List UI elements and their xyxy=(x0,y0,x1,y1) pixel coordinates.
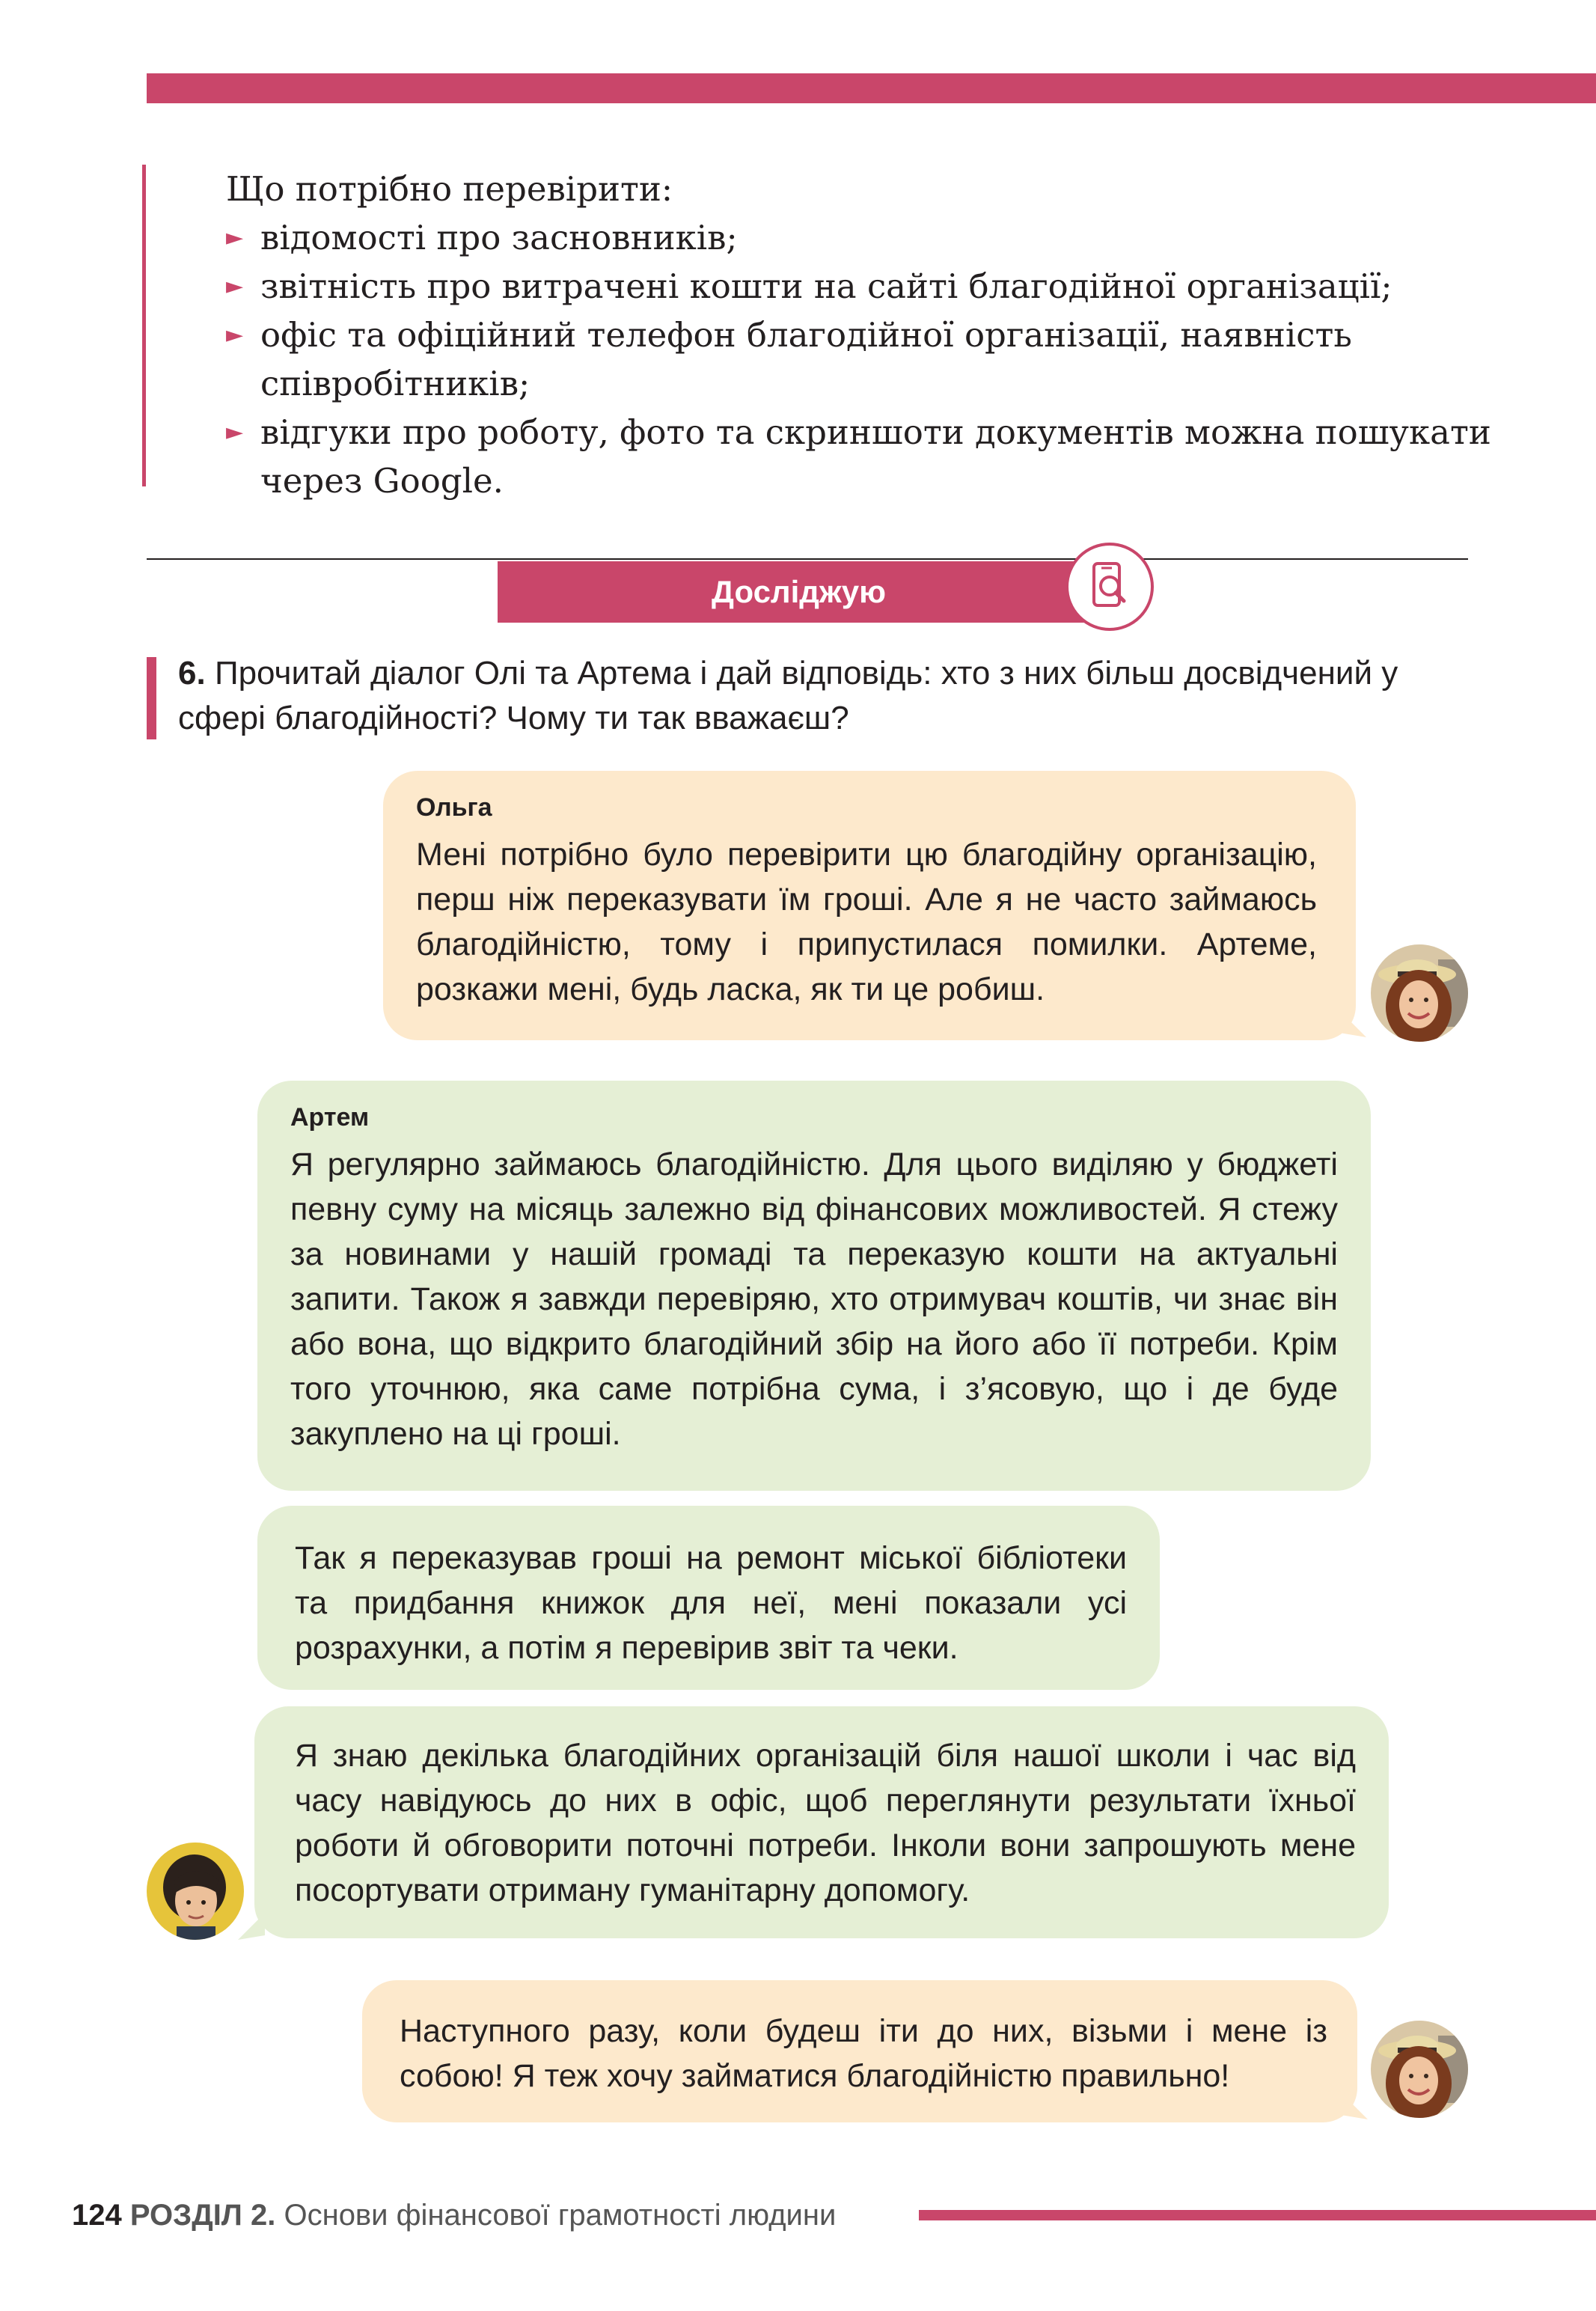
bubble-tail xyxy=(238,1913,265,1940)
message-text: Мені потрібно було перевірити цю благодійну організацію, перш ніж переказувати їм гроші. Але я не часто займаюсь благодійністю, тому і припустилася помилки. Артеме, розкажи мені, будь ласка, як ти це робиш. xyxy=(416,837,1317,1007)
speaker-olga: Ольга xyxy=(416,793,492,822)
checklist-list xyxy=(226,213,1498,505)
bubble-tail xyxy=(1339,1010,1366,1037)
checklist-title: Що потрібно перевірити: xyxy=(226,169,673,209)
task-number: 6. xyxy=(178,655,206,692)
bubble-tail xyxy=(1341,2092,1368,2119)
message-text: Так я переказував гроші на ремонт міської бібліотеки та придбання книжок для неї, мені показали усі розрахунки, а потім я перевірив звіт та чеки. xyxy=(295,1540,1127,1666)
chapter-title: Основи фінансової грамотності людини xyxy=(284,2199,837,2232)
top-accent-bar xyxy=(147,73,1596,103)
artem-message-2 xyxy=(257,1506,1160,1690)
checklist-block xyxy=(142,165,1504,501)
checklist-item: ► офіс та офіційний телефон благодійної організації, наявність співробітників; xyxy=(226,311,1498,408)
page-footer xyxy=(72,2196,836,2234)
section-banner xyxy=(498,561,1100,623)
olga-avatar xyxy=(1371,944,1468,1042)
page-number: 124 xyxy=(72,2199,122,2232)
task-rule xyxy=(147,657,156,739)
olga-avatar xyxy=(1371,2021,1468,2118)
phone-search-icon xyxy=(1065,543,1154,631)
artem-message-1 xyxy=(257,1081,1371,1491)
olga-message-1 xyxy=(383,771,1356,1040)
task-text xyxy=(178,651,1480,741)
speaker-artem: Артем xyxy=(290,1103,370,1132)
triangle-bullet-icon: ► xyxy=(226,225,244,251)
olga-message-2 xyxy=(362,1980,1357,2122)
triangle-bullet-icon: ► xyxy=(226,273,244,299)
message-text: Я регулярно займаюсь благодійністю. Для цього виділяю у бюджеті певну суму на місяць залежно від фінансових можливостей. Я стежу за новинами у нашій громаді та переказую кошти на актуальні запити. Також я завжди перевіряю, хто отримувач коштів, чи знає він або вона, що відкрито благодійний збір на його або її потреби. Крім того уточнюю, яка саме потрібна сума, і з’ясовую, що і де буде закуплено на ці гроші. xyxy=(290,1147,1338,1452)
message-text: Я знаю декілька благодійних організацій біля нашої школи і час від часу навідуюсь до них в офіс, щоб переглянути результати їхньої роботи й обговорити поточні потреби. Інколи вони запрошують мене посортувати отриману гуманітарну допомогу. xyxy=(295,1738,1356,1908)
message-text: Наступного разу, коли будеш іти до них, візьми і мене із собою! Я теж хочу займатися благодійністю правильно! xyxy=(400,2013,1327,2094)
checklist-item: ► звітність про витрачені кошти на сайті благодійної організації; xyxy=(226,262,1498,311)
triangle-bullet-icon: ► xyxy=(226,419,244,445)
artem-message-3 xyxy=(254,1706,1389,1938)
section-title: Досліджую xyxy=(712,574,886,609)
artem-avatar xyxy=(147,1843,244,1940)
checklist-rule xyxy=(142,165,146,486)
chapter-label: РОЗДІЛ 2. xyxy=(129,2199,276,2232)
checklist-item: ► відомості про засновників; xyxy=(226,213,1498,262)
section-divider xyxy=(147,558,1468,560)
checklist-text xyxy=(226,165,1498,505)
checklist-item: ► відгуки про роботу, фото та скриншоти документів можна пошукати через Google. xyxy=(226,408,1498,505)
footer-accent-bar xyxy=(919,2210,1596,2220)
triangle-bullet-icon: ► xyxy=(226,322,244,348)
task-question: Прочитай діалог Олі та Артема і дай відповідь: хто з них більш досвідчений у сфері благодійності? Чому ти так вважаєш? xyxy=(178,655,1398,736)
